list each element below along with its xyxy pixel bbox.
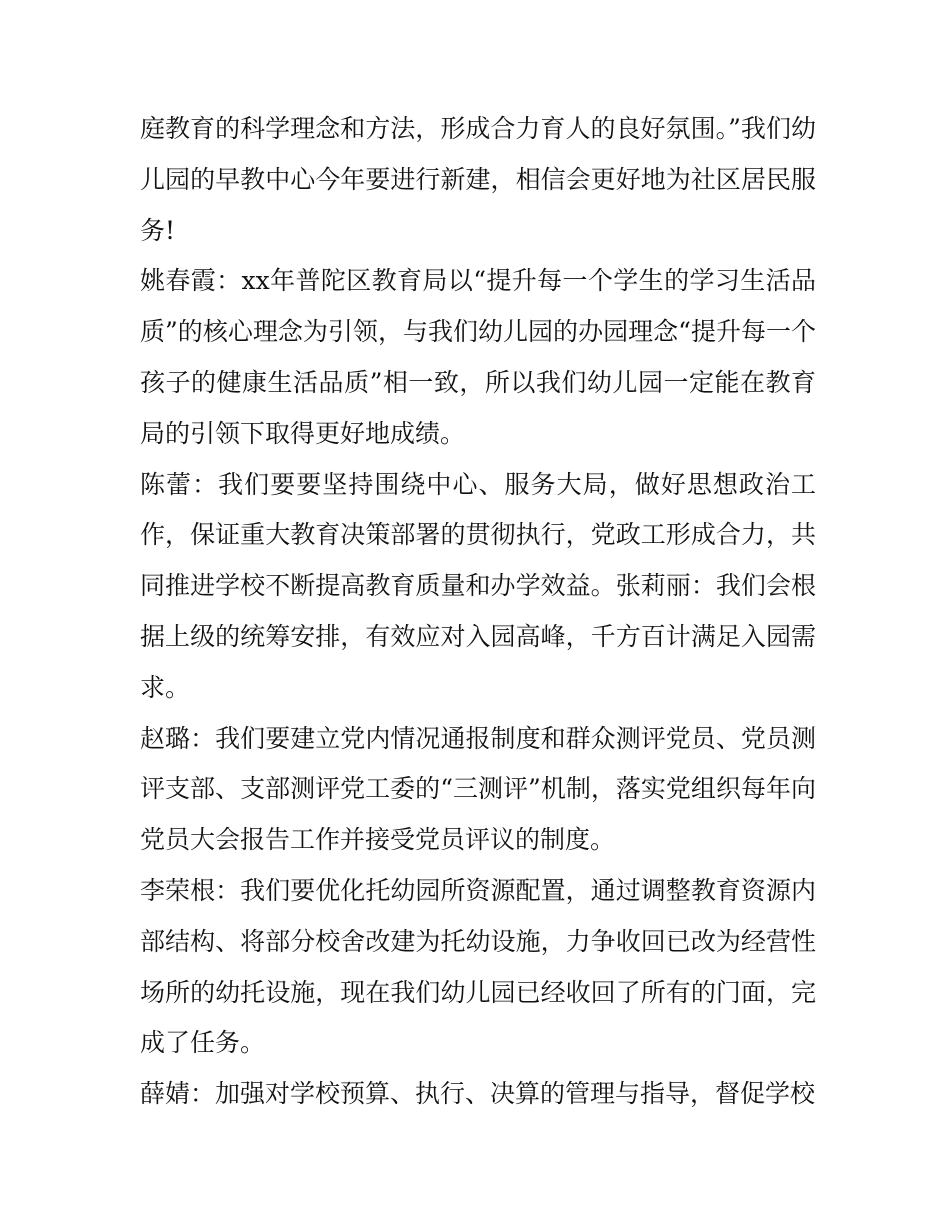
document-body — [140, 104, 816, 1120]
paragraph-li-ronggen: 李荣根：我们要优化托幼园所资源配置，通过调整教育资源内部结构、将部分校舍改建为托幼设施，力争收回已改为经营性场所的幼托设施，现在我们幼儿园已经收回了所有的门面，完成了任务。 — [140, 875, 816, 1058]
paragraph-continuation: 庭教育的科学理念和方法，形成合力育人的良好氛围。”我们幼儿园的早教中心今年要进行新建，相信会更好地为社区居民服务! — [140, 114, 816, 245]
paragraph-yao-chunxia: 姚春霞：xx年普陀区教育局以“提升每一个学生的学习生活品质”的核心理念为引领，与我们幼儿园的办园理念“提升每一个孩子的健康生活品质”相一致，所以我们幼儿园一定能在教育局的引领下取得更好地成绩。 — [140, 266, 816, 448]
paragraph-xue-jing: 薛婧：加强对学校预算、执行、决算的管理与指导，督促学校 — [140, 1079, 816, 1109]
paragraph-chen-lei: 陈蕾：我们要要坚持围绕中心、服务大局，做好思想政治工作，保证重大教育决策部署的贯彻执行，党政工形成合力，共同推进学校不断提高教育质量和办学效益。张莉丽：我们会根据上级的统筹安排，有效应对入园高峰，千方百计满足入园需求。 — [140, 469, 816, 702]
paragraph-zhao-lu: 赵璐：我们要建立党内情况通报制度和群众测评党员、党员测评支部、支部测评党工委的“三测评”机制，落实党组织每年向党员大会报告工作并接受党员评议的制度。 — [140, 723, 816, 855]
